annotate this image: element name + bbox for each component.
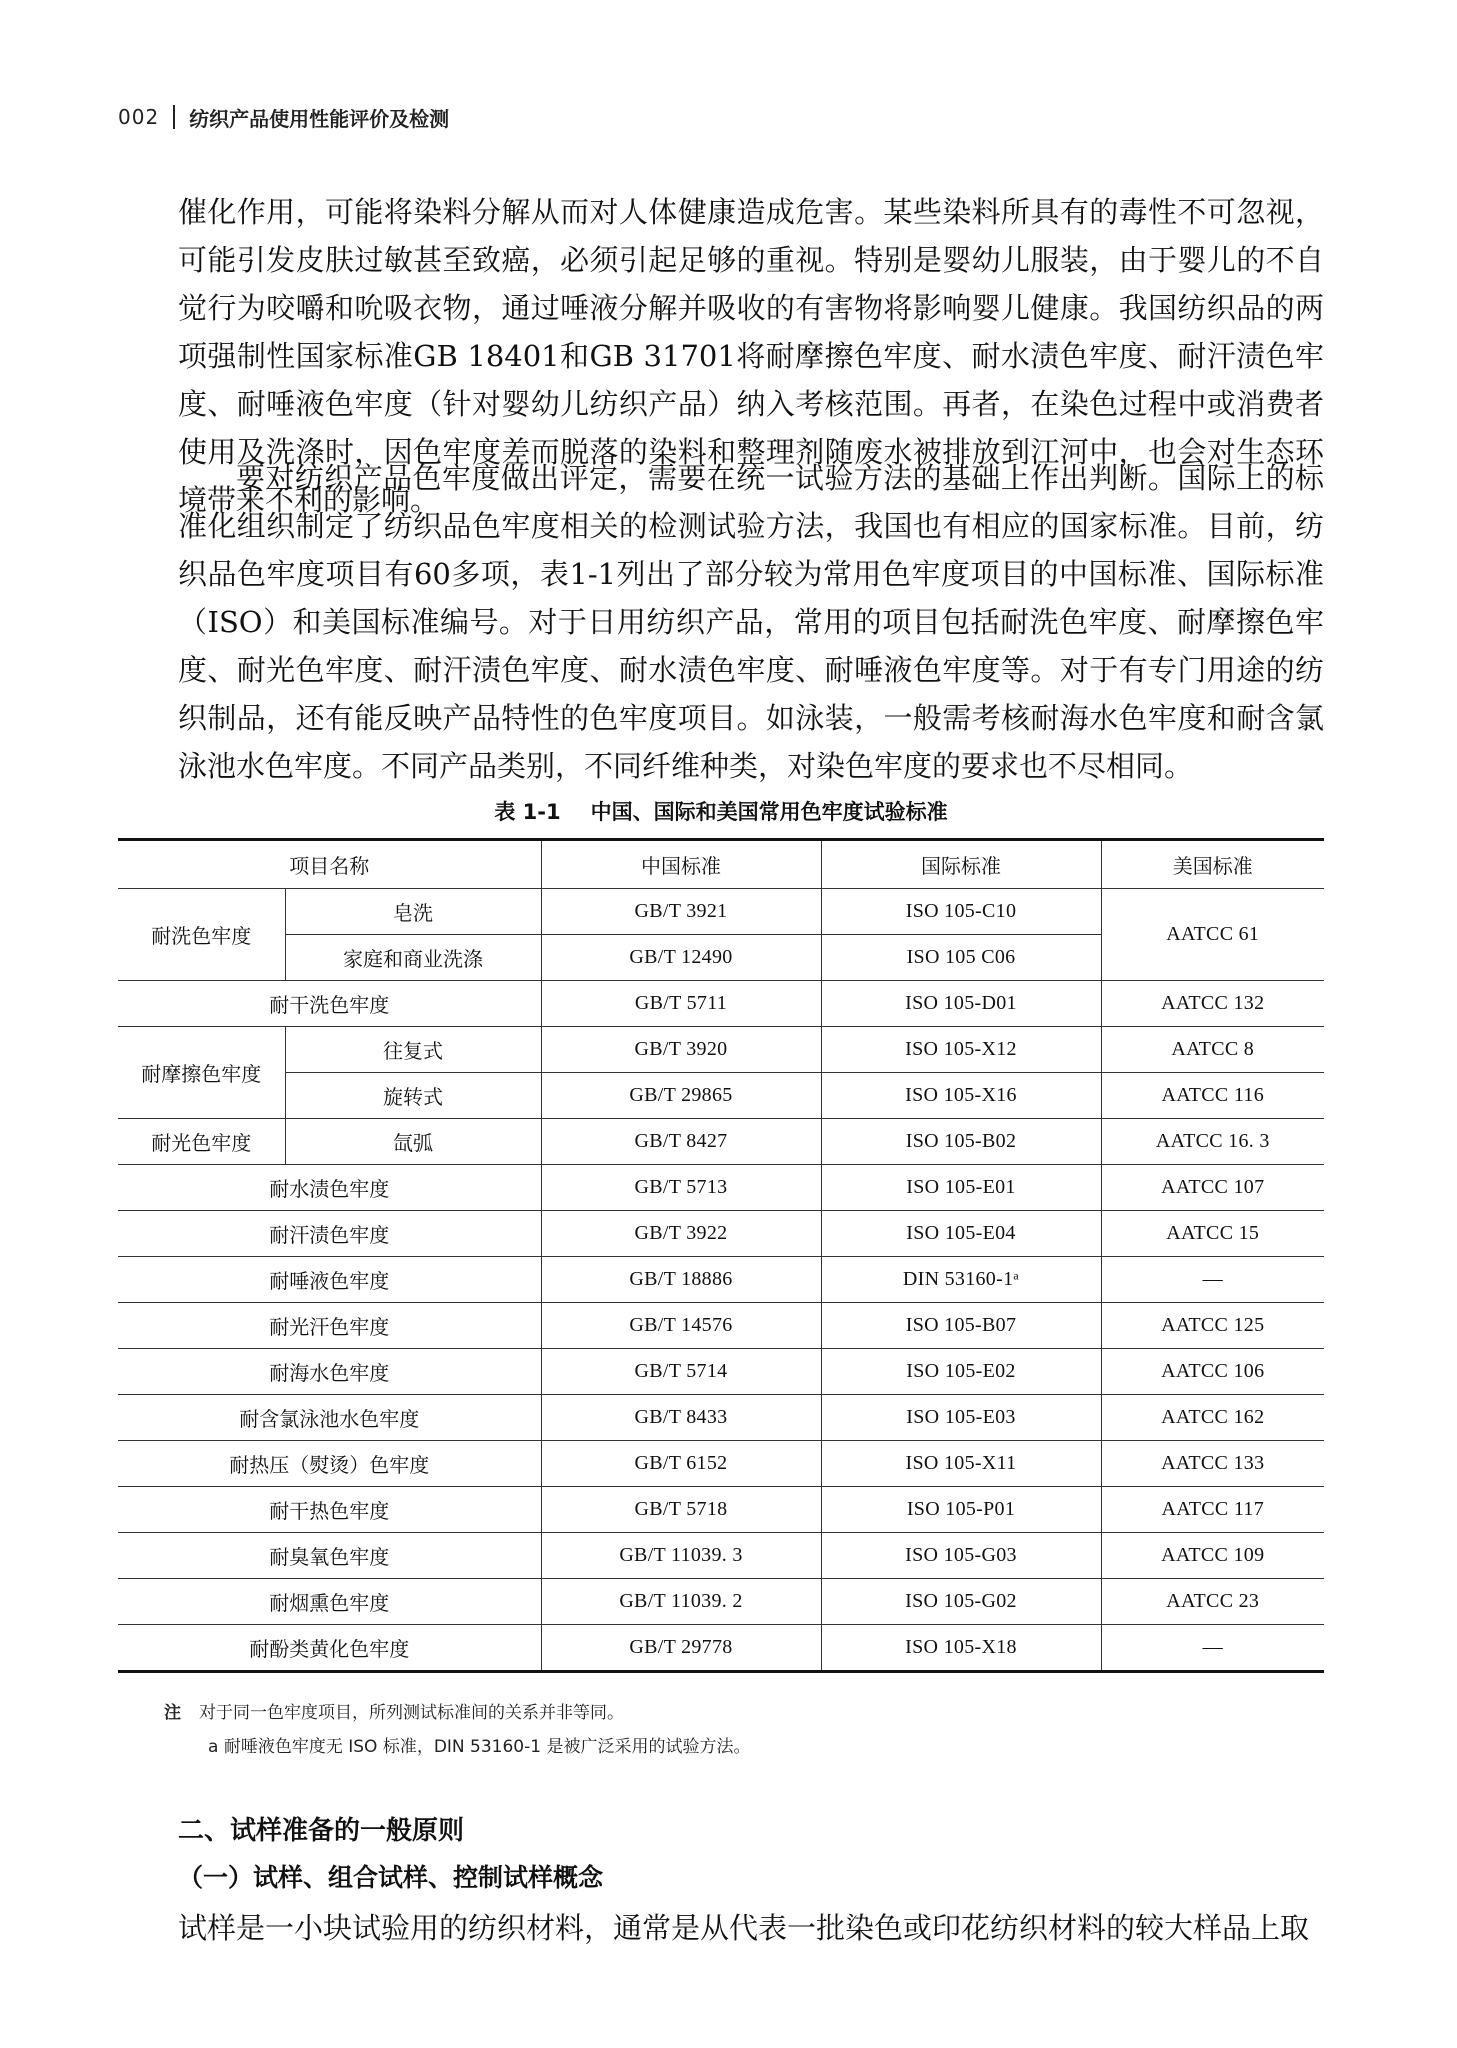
note-text: 对于同一色牢度项目，所列测试标准间的关系并非等同。 (199, 1703, 624, 1723)
item-cell: 耐酚类黄化色牢度 (118, 1625, 541, 1672)
china-standard-cell: GB/T 6152 (541, 1441, 821, 1487)
table-row (118, 1165, 1324, 1211)
us-standard-cell: — (1101, 1257, 1324, 1303)
china-standard-cell: GB/T 11039. 3 (541, 1533, 821, 1579)
item-cell: 耐臭氧色牢度 (118, 1533, 541, 1579)
running-header (118, 100, 449, 134)
us-standard-cell: AATCC 23 (1101, 1579, 1324, 1625)
china-standard-cell: GB/T 11039. 2 (541, 1579, 821, 1625)
item-cell: 耐热压（熨烫）色牢度 (118, 1441, 541, 1487)
header-international-standard: 国际标准 (821, 840, 1101, 889)
iso-standard-cell: ISO 105-X12 (821, 1027, 1101, 1073)
us-standard-cell: AATCC 117 (1101, 1487, 1324, 1533)
china-standard-cell: GB/T 5713 (541, 1165, 821, 1211)
header-china-standard: 中国标准 (541, 840, 821, 889)
footnote-a: a 耐唾液色牢度无 ISO 标准，DIN 53160-1 是被广泛采用的试验方法。 (208, 1737, 751, 1757)
group-cell: 耐光色牢度 (118, 1119, 285, 1165)
us-standard-cell: AATCC 107 (1101, 1165, 1324, 1211)
table-row (118, 1579, 1324, 1625)
us-standard-cell: AATCC 61 (1101, 889, 1324, 981)
table-caption (118, 796, 1324, 826)
table-row (118, 981, 1324, 1027)
table-row (118, 889, 1324, 935)
china-standard-cell: GB/T 12490 (541, 935, 821, 981)
header-divider (173, 105, 175, 129)
iso-standard-cell: ISO 105-E02 (821, 1349, 1101, 1395)
table-row (118, 1487, 1324, 1533)
table-row (118, 1349, 1324, 1395)
us-standard-cell: AATCC 109 (1101, 1533, 1324, 1579)
color-fastness-standards-table (118, 838, 1324, 1673)
table-row (118, 1073, 1324, 1119)
note-line-1 (164, 1696, 1314, 1730)
sub-item-cell: 家庭和商业洗涤 (285, 935, 541, 981)
iso-standard-cell: ISO 105-G03 (821, 1533, 1101, 1579)
page-number: 002 (118, 105, 160, 129)
section-heading: 二、试样准备的一般原则 (178, 1816, 465, 1846)
iso-standard-cell: ISO 105-D01 (821, 981, 1101, 1027)
note-label: 注 (164, 1703, 181, 1723)
table-caption-number: 表 1-1 (494, 800, 561, 824)
paragraph-1: 催化作用，可能将染料分解从而对人体健康造成危害。某些染料所具有的毒性不可忽视，可能引发皮肤过敏甚至致癌，必须引起足够的重视。特别是婴幼儿服装，由于婴儿的不自觉行为咬嚼和吮吸衣物，通过唾液分解并吸收的有害物将影响婴儿健康。我国纺织品的两项强制性国家标准GB 18401和GB 31701将耐摩擦色牢度、耐水渍色牢度、耐汗渍色牢度、耐唾液色牢度（针对婴幼儿纺织产品）纳入考核范围。再者，在染色过程中或消费者使用及洗涤时，因色牢度差而脱落的染料和整理剂随废水被排放到江河中，也会对生态环境带来不利的影响。 (178, 195, 1324, 517)
iso-standard-cell: ISO 105-P01 (821, 1487, 1101, 1533)
us-standard-cell: AATCC 16. 3 (1101, 1119, 1324, 1165)
iso-standard-cell: ISO 105-X18 (821, 1625, 1101, 1672)
iso-standard-cell: ISO 105-E01 (821, 1165, 1101, 1211)
item-cell: 耐汗渍色牢度 (118, 1211, 541, 1257)
china-standard-cell: GB/T 29778 (541, 1625, 821, 1672)
us-standard-cell: AATCC 8 (1101, 1027, 1324, 1073)
china-standard-cell: GB/T 5718 (541, 1487, 821, 1533)
item-cell: 耐光汗色牢度 (118, 1303, 541, 1349)
iso-standard-cell: DIN 53160-1ᵃ (821, 1257, 1101, 1303)
us-standard-cell: AATCC 132 (1101, 981, 1324, 1027)
us-standard-cell: — (1101, 1625, 1324, 1672)
us-standard-cell: AATCC 133 (1101, 1441, 1324, 1487)
china-standard-cell: GB/T 3920 (541, 1027, 821, 1073)
header-item-name: 项目名称 (118, 840, 541, 889)
table-row (118, 1533, 1324, 1579)
table-row (118, 1395, 1324, 1441)
table-caption-title: 中国、国际和美国常用色牢度试验标准 (590, 800, 948, 824)
iso-standard-cell: ISO 105 C06 (821, 935, 1101, 981)
iso-standard-cell: ISO 105-G02 (821, 1579, 1101, 1625)
iso-standard-cell: ISO 105-E03 (821, 1395, 1101, 1441)
table-header-row (118, 840, 1324, 889)
china-standard-cell: GB/T 18886 (541, 1257, 821, 1303)
iso-standard-cell: ISO 105-C10 (821, 889, 1101, 935)
us-standard-cell: AATCC 15 (1101, 1211, 1324, 1257)
us-standard-cell: AATCC 106 (1101, 1349, 1324, 1395)
table-row (118, 1625, 1324, 1672)
table-row (118, 1303, 1324, 1349)
sub-item-cell: 旋转式 (285, 1073, 541, 1119)
book-title: 纺织产品使用性能评价及检测 (189, 106, 450, 131)
header-us-standard: 美国标准 (1101, 840, 1324, 889)
china-standard-cell: GB/T 29865 (541, 1073, 821, 1119)
sub-item-cell: 往复式 (285, 1027, 541, 1073)
group-cell: 耐洗色牢度 (118, 889, 285, 981)
table-row (118, 1211, 1324, 1257)
item-cell: 耐干洗色牢度 (118, 981, 541, 1027)
subsection-heading: （一）试样、组合试样、控制试样概念 (178, 1863, 604, 1892)
us-standard-cell: AATCC 116 (1101, 1073, 1324, 1119)
item-cell: 耐烟熏色牢度 (118, 1579, 541, 1625)
china-standard-cell: GB/T 3922 (541, 1211, 821, 1257)
us-standard-cell: AATCC 162 (1101, 1395, 1324, 1441)
china-standard-cell: GB/T 8433 (541, 1395, 821, 1441)
iso-standard-cell: ISO 105-X11 (821, 1441, 1101, 1487)
china-standard-cell: GB/T 5714 (541, 1349, 821, 1395)
us-standard-cell: AATCC 125 (1101, 1303, 1324, 1349)
iso-standard-cell: ISO 105-B07 (821, 1303, 1101, 1349)
item-cell: 耐水渍色牢度 (118, 1165, 541, 1211)
iso-standard-cell: ISO 105-E04 (821, 1211, 1101, 1257)
item-cell: 耐干热色牢度 (118, 1487, 541, 1533)
sub-item-cell: 皂洗 (285, 889, 541, 935)
paragraph-3: 试样是一小块试验用的纺织材料，通常是从代表一批染色或印花纺织材料的较大样品上取 (178, 1911, 1310, 1945)
china-standard-cell: GB/T 8427 (541, 1119, 821, 1165)
table-row (118, 1441, 1324, 1487)
iso-standard-cell: ISO 105-B02 (821, 1119, 1101, 1165)
iso-standard-cell: ISO 105-X16 (821, 1073, 1101, 1119)
item-cell: 耐含氯泳池水色牢度 (118, 1395, 541, 1441)
table-row (118, 1119, 1324, 1165)
sub-item-cell: 氙弧 (285, 1119, 541, 1165)
china-standard-cell: GB/T 3921 (541, 889, 821, 935)
item-cell: 耐唾液色牢度 (118, 1257, 541, 1303)
china-standard-cell: GB/T 14576 (541, 1303, 821, 1349)
china-standard-cell: GB/T 5711 (541, 981, 821, 1027)
paragraph-2: 要对纺织产品色牢度做出评定，需要在统一试验方法的基础上作出判断。国际上的标准化组织制定了纺织品色牢度相关的检测试验方法，我国也有相应的国家标准。目前，纺织品色牢度项目有60多项，表1-1列出了部分较为常用色牢度项目的中国标准、国际标准（ISO）和美国标准编号。对于日用纺织产品，常用的项目包括耐洗色牢度、耐摩擦色牢度、耐光色牢度、耐汗渍色牢度、耐水渍色牢度、耐唾液色牢度等。对于有专门用途的纺织制品，还有能反映产品特性的色牢度项目。如泳装，一般需考核耐海水色牢度和耐含氯泳池水色牢度。不同产品类别，不同纤维种类，对染色牢度的要求也不尽相同。 (178, 461, 1324, 783)
item-cell: 耐海水色牢度 (118, 1349, 541, 1395)
group-cell: 耐摩擦色牢度 (118, 1027, 285, 1119)
table-notes (164, 1696, 1314, 1764)
table-row (118, 1027, 1324, 1073)
table-row (118, 1257, 1324, 1303)
